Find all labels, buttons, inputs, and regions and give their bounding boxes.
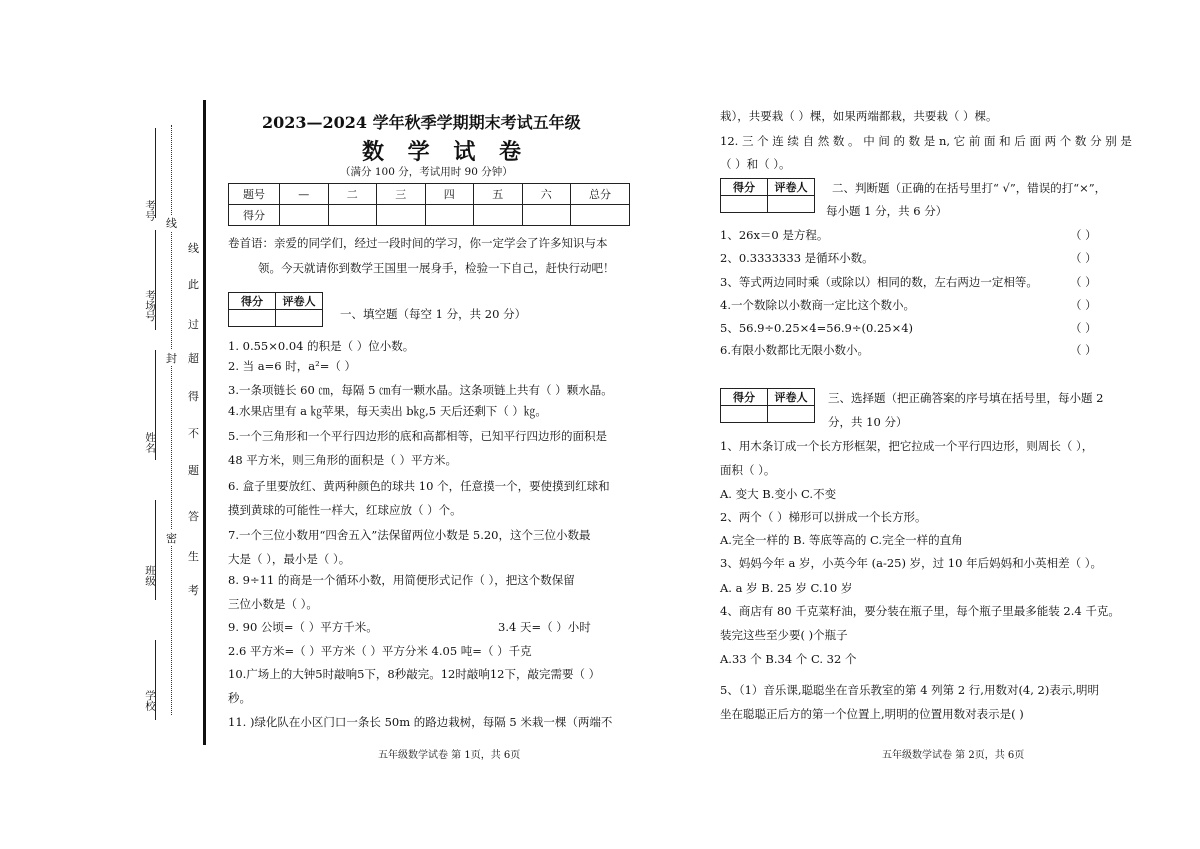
seal-mark-mi: 密 (166, 532, 177, 545)
judge-bracket-6[interactable]: （ ） (1070, 343, 1097, 357)
section-3-title-line2: 分，共 10 分） (828, 415, 908, 429)
grader-name-cell[interactable] (276, 310, 323, 327)
grader-box-3 (720, 388, 815, 423)
grader-name-cell[interactable] (768, 406, 815, 423)
seal-text-1: 生 (188, 550, 199, 563)
q10-line2: 秒。 (228, 691, 251, 705)
q9-part1: 9. 90 公顷=（ ）平方千米。 (228, 620, 378, 634)
judge-item-5: 5、56.9÷0.25×4=56.9÷(0.25×4) (720, 321, 914, 335)
seal-dotted-line (171, 125, 172, 715)
grader-score-label: 得分 (229, 293, 276, 310)
score-input-cell[interactable] (474, 205, 523, 226)
binding-label-number: 考号 (144, 200, 156, 221)
binding-line-number (155, 128, 156, 218)
q5-line1: 5.一个三角形和一个平行四边形的底和高都相等，已知平行四边形的面积是 (228, 429, 607, 443)
grader-score-cell[interactable] (229, 310, 276, 327)
seal-text-7: 过 (188, 318, 199, 331)
exam-subtitle: 数 学 试 卷 (362, 139, 529, 165)
binding-line-class (155, 500, 156, 600)
choice-q3-options: A. a 岁 B. 25 岁 C.10 岁 (720, 581, 853, 595)
score-input-cell[interactable] (522, 205, 571, 226)
score-table-header-row (229, 184, 630, 205)
grader-name-label: 评卷人 (768, 389, 815, 406)
binding-thick-rule (203, 100, 206, 745)
q6-line2: 摸到黄球的可能性一样大，红球应放（ ）个。 (228, 503, 462, 517)
q12-line1: 12. 三 个 连 续 自 然 数 。 中 间 的 数 是 n, 它 前 面 和 后 面 两 个 数 分 别 是 (720, 134, 1132, 148)
binding-label-school: 学校 (144, 690, 156, 711)
score-cell: 五 (474, 184, 523, 205)
grader-box-2 (720, 178, 815, 213)
score-table (228, 183, 630, 226)
binding-line-room (155, 230, 156, 330)
grader-score-cell[interactable] (721, 406, 768, 423)
choice-q4-options: A.33 个 B.34 个 C. 32 个 (720, 652, 857, 666)
seal-text-2: 答 (188, 510, 199, 523)
choice-q5-line1: 5、（1）音乐课,聪聪坐在音乐教室的第 4 列第 2 行,用数对(4, 2)表示,明明 (720, 683, 1100, 697)
binding-line-name (155, 350, 156, 460)
seal-text-3: 题 (188, 464, 199, 477)
score-input-cell[interactable] (280, 205, 329, 226)
score-cell: 得分 (229, 205, 280, 226)
q12-line2: （ ）和（ ）。 (720, 157, 791, 171)
q6-line1: 6. 盒子里要放红、黄两种颜色的球共 10 个，任意摸一个，要使摸到红球和 (228, 479, 610, 493)
q8-line2: 三位小数是（ ）。 (228, 597, 318, 611)
q2: 2. 当 a=6 时，a²=（ ） (228, 359, 357, 373)
choice-q3: 3、妈妈今年 a 岁，小英今年 (a-25) 岁，过 10 年后妈妈和小英相差（ ）。 (720, 556, 1102, 570)
seal-text-8: 此 (188, 278, 199, 291)
binding-label-name: 姓名 (144, 432, 156, 453)
choice-q4-line2: 装完这些至少要( )个瓶子 (720, 628, 848, 642)
choice-q1-line2: 面积（ ）。 (720, 463, 776, 477)
q10-line1: 10.广场上的大钟5时敲响5下，8秒敲完。12时敲响12下，敲完需要（ ） (228, 667, 601, 681)
footer-page-2: 五年级数学试卷 第 2页，共 6页 (882, 750, 1025, 761)
exam-note: （满分 100 分，考试用时 90 分钟） (340, 166, 513, 178)
grader-name-cell[interactable] (768, 196, 815, 213)
choice-q5-line2: 坐在聪聪正后方的第一个位置上,明明的位置用数对表示是( ) (720, 707, 1024, 721)
q8-line1: 8. 9÷11 的商是一个循环小数，用简便形式记作（ ），把这个数保留 (228, 573, 575, 587)
seal-text-4: 不 (188, 427, 199, 440)
grader-name-label: 评卷人 (276, 293, 323, 310)
judge-bracket-3[interactable]: （ ） (1070, 275, 1097, 289)
score-cell: 二 (328, 184, 377, 205)
seal-text-0: 考 (188, 584, 199, 597)
seal-mark-xian: 线 (166, 217, 177, 230)
greeting-line-1: 卷首语：亲爱的同学们，经过一段时间的学习，你一定学会了许多知识与本 (228, 236, 608, 250)
score-cell: 六 (522, 184, 571, 205)
seal-text-9: 线 (188, 242, 199, 255)
choice-q1-options: A. 变大 B.变小 C.不变 (720, 487, 837, 501)
judge-item-1: 1、26x＝0 是方程。 (720, 228, 829, 242)
grader-box-1 (228, 292, 323, 327)
exam-title: 2023—2024 学年秋季学期期末考试五年级 (262, 113, 581, 132)
binding-label-room: 考场号 (144, 290, 156, 322)
q11-line1: 11. )绿化队在小区门口一条长 50m 的路边栽树，每隔 5 米栽一棵（两端不 (228, 715, 613, 729)
q5-line2: 48 平方米，则三角形的面积是（ ）平方米。 (228, 453, 457, 467)
footer-page-1: 五年级数学试卷 第 1页，共 6页 (378, 750, 521, 761)
q4: 4.水果店里有 a ㎏苹果，每天卖出 b㎏,5 天后还剩下（ ）㎏。 (228, 404, 547, 418)
choice-q4-line1: 4、商店有 80 千克菜籽油，要分装在瓶子里，每个瓶子里最多能装 2.4 千克。 (720, 604, 1120, 618)
judge-item-2: 2、0.3333333 是循环小数。 (720, 251, 874, 265)
score-cell: 题号 (229, 184, 280, 205)
binding-label-class: 班级 (144, 565, 156, 586)
q9-part2: 3.4 天=（ ）小时 (498, 620, 591, 634)
section-3-title: 三、选择题（把正确答案的序号填在括号里，每小题 2 (828, 391, 1104, 405)
q11-line2: 栽），共要栽（ ）棵，如果两端都栽，共要栽（ ）棵。 (720, 109, 998, 123)
choice-q2: 2、两个（ ）梯形可以拼成一个长方形。 (720, 510, 927, 524)
score-input-cell[interactable] (328, 205, 377, 226)
score-cell: 总分 (571, 184, 630, 205)
grader-score-cell[interactable] (721, 196, 768, 213)
choice-q2-options: A.完全一样的 B. 等底等高的 C.完全一样的直角 (720, 533, 963, 547)
grader-name-label: 评卷人 (768, 179, 815, 196)
grader-score-label: 得分 (721, 179, 768, 196)
q1: 1. 0.55×0.04 的积是（ ）位小数。 (228, 339, 415, 353)
score-input-cell[interactable] (377, 205, 426, 226)
section-2-title: 二、判断题（正确的在括号里打“ √”，错误的打“×”， (832, 181, 1107, 195)
judge-bracket-1[interactable]: （ ） (1070, 228, 1097, 242)
greeting-line-2: 领。今天就请你到数学王国里一展身手，检验一下自己，赶快行动吧！ (258, 261, 615, 275)
binding-line-school (155, 640, 156, 720)
seal-mark-feng: 封 (166, 352, 177, 365)
score-cell: 四 (425, 184, 474, 205)
score-input-cell[interactable] (571, 205, 630, 226)
section-2-title-line2: 每小题 1 分，共 6 分） (826, 204, 948, 218)
score-input-cell[interactable] (425, 205, 474, 226)
judge-bracket-5[interactable]: （ ） (1070, 321, 1097, 335)
grader-score-label: 得分 (721, 389, 768, 406)
judge-bracket-2[interactable]: （ ） (1070, 251, 1097, 265)
seal-text-5: 得 (188, 390, 199, 403)
score-cell: 三 (377, 184, 426, 205)
q9-line2: 2.6 平方米=（ ）平方米（ ）平方分米 4.05 吨=（ ）千克 (228, 644, 532, 658)
judge-item-6: 6.有限小数都比无限小数小。 (720, 343, 869, 357)
score-table-score-row (229, 205, 630, 226)
seal-text-6: 超 (188, 352, 199, 365)
score-cell: — (280, 184, 329, 205)
q7-line2: 大是（ ），最小是（ ）。 (228, 552, 351, 566)
choice-q1-line1: 1、用木条订成一个长方形框架，把它拉成一个平行四边形，则周长（ ）， (720, 439, 1094, 453)
judge-item-3: 3、等式两边同时乘（或除以）相同的数，左右两边一定相等。 (720, 275, 1038, 289)
q3: 3.一条项链长 60 ㎝，每隔 5 ㎝有一颗水晶。这条项链上共有（ ）颗水晶。 (228, 383, 613, 397)
judge-item-4: 4.一个数除以小数商一定比这个数小。 (720, 298, 915, 312)
judge-bracket-4[interactable]: （ ） (1070, 298, 1097, 312)
q7-line1: 7.一个三位小数用“四舍五入”法保留两位小数是 5.20，这个三位小数最 (228, 528, 591, 542)
section-1-title: 一、填空题（每空 1 分，共 20 分） (340, 307, 527, 321)
